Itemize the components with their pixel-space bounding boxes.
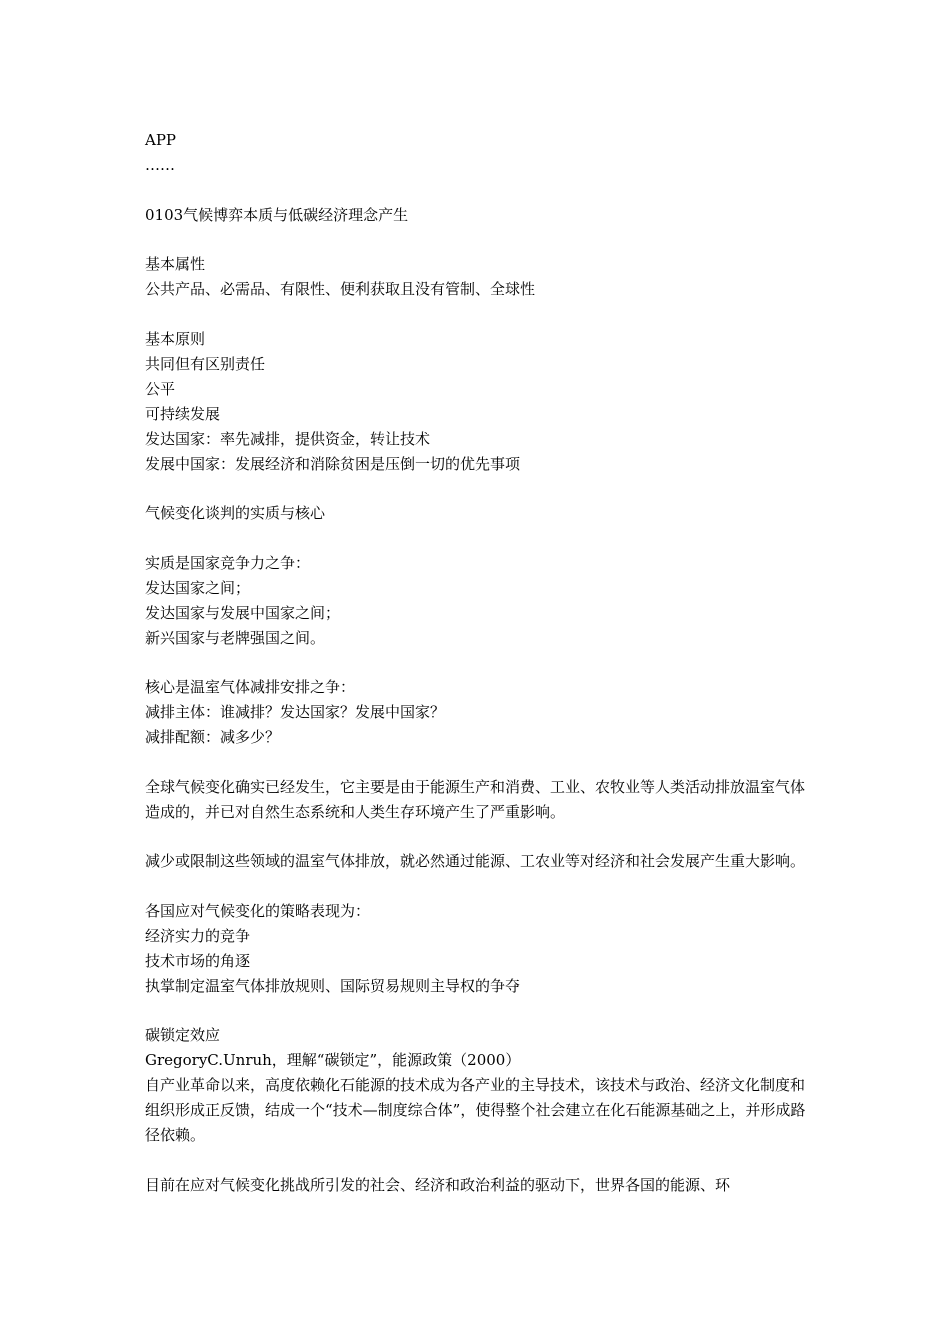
core-item: 减排配额：减多少？ — [145, 728, 281, 746]
principle-item: 发展中国家：发展经济和消除贫困是压倒一切的优先事项 — [145, 454, 521, 473]
principle-item: 共同但有区别责任 — [145, 354, 266, 373]
document-title: 0103气候博弈本质与低碳经济理念产生 — [145, 205, 409, 224]
strategies-heading: 各国应对气候变化的策略表现为： — [145, 901, 371, 920]
principle-item: 公平 — [145, 379, 176, 398]
strategy-item: 执掌制定温室气体排放规则、国际贸易规则主导权的争夺 — [145, 976, 521, 995]
negotiation-heading: 气候变化谈判的实质与核心 — [145, 504, 326, 522]
carbon-lock-heading: 碳锁定效应 — [145, 1026, 221, 1044]
document-page — [145, 128, 810, 1198]
carbon-lock-text: 自产业革命以来，高度依赖化石能源的技术成为各产业的主导技术，该技术与政治、经济文化制度和组织形成正反馈，结成一个“技术—制度综合体”，使得整个社会建立在化石能源基础之上，并形成路径依赖。 — [145, 1076, 806, 1144]
essence-item: 发达国家之间； — [145, 578, 251, 597]
essence-heading: 实质是国家竞争力之争： — [145, 553, 311, 572]
essence-item: 新兴国家与老牌强国之间。 — [145, 628, 326, 647]
strategy-item: 技术市场的角逐 — [145, 951, 251, 970]
app-label: APP — [145, 131, 177, 149]
core-item: 减排主体：谁减排？发达国家？发展中国家？ — [145, 703, 446, 721]
essence-item: 发达国家与发展中国家之间； — [145, 603, 341, 622]
carbon-lock-citation: GregoryC.Unruh，理解“碳锁定”，能源政策（2000） — [145, 1051, 521, 1069]
paragraph-last: 目前在应对气候变化挑战所引发的社会、经济和政治利益的驱动下，世界各国的能源、环 — [145, 1175, 731, 1194]
paragraph-emission-impact: 减少或限制这些领域的温室气体排放，就必然通过能源、工农业等对经济和社会发展产生重大影响。 — [145, 852, 806, 870]
principle-item: 可持续发展 — [145, 404, 221, 423]
strategy-item: 经济实力的竞争 — [145, 926, 251, 945]
core-heading: 核心是温室气体减排安排之争： — [145, 678, 356, 696]
basic-attributes-text: 公共产品、必需品、有限性、便利获取且没有管制、全球性 — [145, 280, 536, 298]
principle-item: 发达国家：率先减排，提供资金，转让技术 — [145, 429, 431, 448]
paragraph-climate-change: 全球气候变化确实已经发生，它主要是由于能源生产和消费、工业、农牧业等人类活动排放温室气体造成的，并已对自然生态系统和人类生存环境产生了严重影响。 — [145, 777, 806, 821]
basic-principles-heading: 基本原则 — [145, 329, 206, 348]
ellipsis-text: …… — [145, 156, 175, 174]
basic-attributes-heading: 基本属性 — [145, 255, 206, 273]
